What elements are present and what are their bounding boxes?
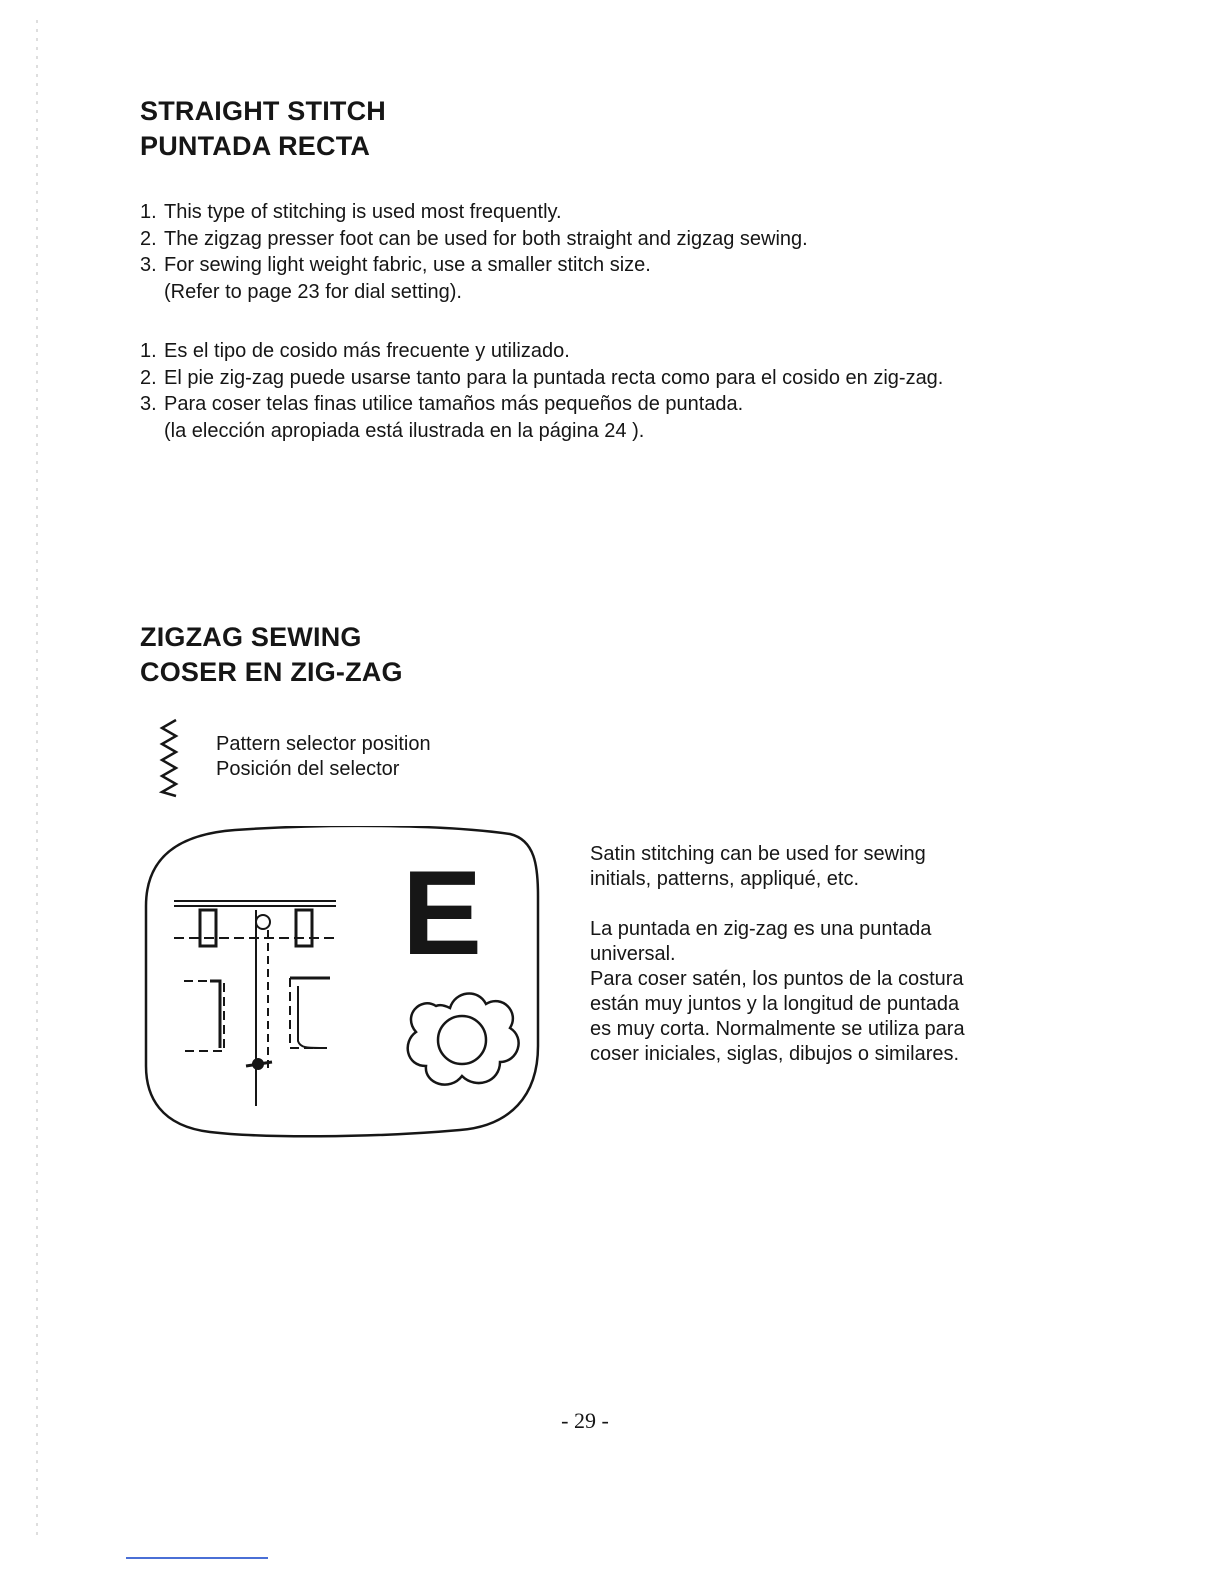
list-item — [140, 199, 808, 226]
zigzag-pattern-icon — [158, 718, 194, 798]
straight-list-es — [140, 338, 943, 444]
list-item — [140, 226, 808, 253]
list-text: Para coser telas finas utilice tamaños más pequeños de puntada. — [164, 393, 744, 415]
list-item — [140, 365, 943, 392]
list-item — [140, 338, 943, 365]
desc-es-line: La puntada en zig-zag es una puntada — [590, 918, 932, 940]
desc-es-line: coser iniciales, siglas, dibujos o similares. — [590, 1043, 960, 1065]
satin-stitch-description — [590, 842, 1030, 1067]
list-number: 3. — [140, 254, 157, 276]
list-number: 2. — [140, 227, 157, 250]
list-number: 2. — [140, 366, 157, 389]
desc-es-line: Para coser satén, los puntos de la costura — [590, 968, 964, 990]
note-en: (Refer to page 23 for dial setting). — [164, 280, 462, 303]
desc-es-line: están muy juntos y la longitud de puntada — [590, 993, 960, 1015]
list-text: The zigzag presser foot can be used for both straight and zigzag sewing. — [164, 227, 808, 250]
zigzag-figure — [140, 826, 542, 1138]
list-item — [140, 252, 808, 279]
list-item — [140, 391, 943, 418]
straight-list-en — [140, 199, 808, 305]
straight-title-es: PUNTADA RECTA — [140, 131, 371, 161]
page-number: - 29 - — [561, 1408, 609, 1433]
footer-rule — [126, 1557, 268, 1559]
desc-es-line: universal. — [590, 943, 676, 965]
zigzag-title-es: COSER EN ZIG-ZAG — [140, 657, 403, 687]
figure-frame — [140, 826, 542, 1138]
selector-label-es: Posición del selector — [216, 758, 400, 780]
zigzag-title-en: ZIGZAG SEWING — [140, 622, 362, 652]
note-es: (la elección apropiada está ilustrada en la página 24 ). — [164, 419, 645, 442]
zigzag-sewing-heading — [140, 620, 403, 690]
list-text: This type of stitching is used most frequently. — [164, 201, 562, 223]
scan-edge-artifact — [36, 20, 38, 1540]
figure-letter: E — [402, 846, 483, 980]
straight-title-en: STRAIGHT STITCH — [140, 96, 386, 126]
straight-stitch-heading — [140, 94, 386, 164]
list-text: For sewing light weight fabric, use a smaller stitch size. — [164, 254, 651, 276]
selector-label-en: Pattern selector position — [216, 733, 431, 755]
list-number: 3. — [140, 393, 157, 415]
list-number: 1. — [140, 340, 157, 362]
list-text: Es el tipo de cosido más frecuente y utilizado. — [164, 340, 570, 362]
pattern-selector — [158, 718, 478, 798]
list-note — [140, 418, 943, 445]
desc-en-line: initials, patterns, appliqué, etc. — [590, 868, 860, 890]
list-note — [140, 279, 808, 306]
desc-es-line: es muy corta. Normalmente se utiliza para — [590, 1018, 965, 1040]
flower-applique-icon — [408, 993, 519, 1084]
desc-en-line: Satin stitching can be used for sewing — [590, 843, 926, 865]
presser-foot-diagram-icon — [174, 901, 336, 1106]
list-text: El pie zig-zag puede usarse tanto para la puntada recta como para el cosido en zig-zag. — [164, 366, 944, 389]
list-number: 1. — [140, 201, 157, 223]
